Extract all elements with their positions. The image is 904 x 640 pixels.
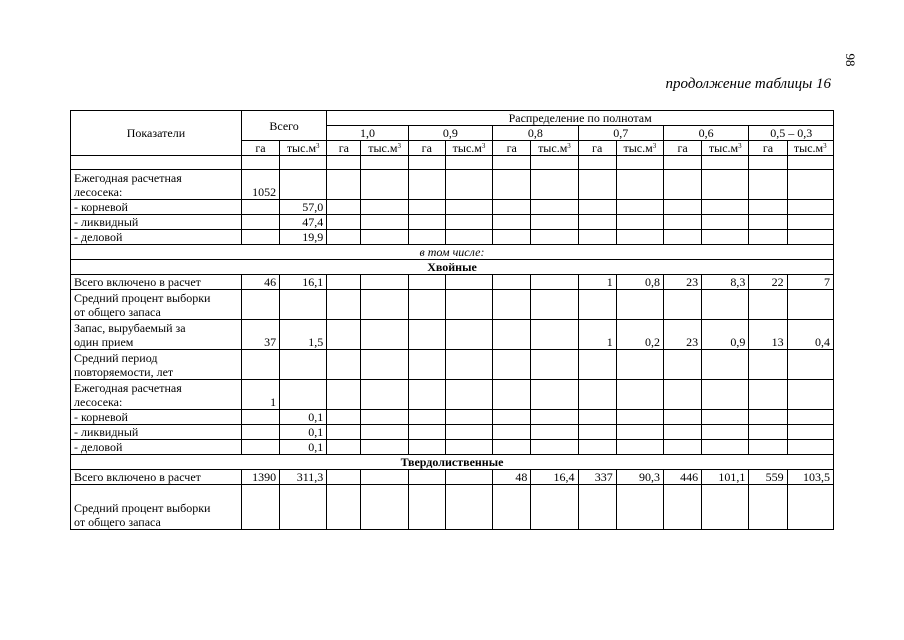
table-cell xyxy=(493,275,531,290)
table-cell xyxy=(408,380,445,410)
table-cell xyxy=(493,485,531,530)
table-cell xyxy=(327,470,361,485)
table-cell xyxy=(493,320,531,350)
table-cell xyxy=(616,215,663,230)
table-cell xyxy=(749,350,787,380)
header-total: Всего xyxy=(241,111,326,141)
table-cell xyxy=(702,485,749,530)
table-cell xyxy=(663,156,701,170)
table-cell xyxy=(787,156,833,170)
table-cell xyxy=(445,156,492,170)
table-cell xyxy=(578,410,616,425)
table-cell xyxy=(616,440,663,455)
header-unit-ha: га xyxy=(749,141,787,156)
table-cell xyxy=(361,410,408,425)
row-label: - корневой xyxy=(71,200,242,215)
subheading-row xyxy=(71,455,834,470)
table-cell xyxy=(787,215,833,230)
row-label: Средний процент выборки от общего запаса xyxy=(71,485,242,530)
table-cell xyxy=(702,200,749,215)
table-cell xyxy=(327,275,361,290)
table-cell xyxy=(578,215,616,230)
table-cell xyxy=(663,170,701,200)
table-cell xyxy=(361,215,408,230)
table-body xyxy=(71,156,834,530)
table-cell xyxy=(531,170,578,200)
table-cell: 0,1 xyxy=(280,410,327,425)
table-cell xyxy=(531,230,578,245)
table-cell xyxy=(702,156,749,170)
unit-volume-text: тыс.м xyxy=(793,141,824,155)
header-unit-volume xyxy=(280,141,327,156)
table-cell xyxy=(241,200,279,215)
table-cell xyxy=(616,380,663,410)
row-label: Средний процент выборки от общего запаса xyxy=(71,290,242,320)
row-label: Всего включено в расчет xyxy=(71,470,242,485)
table-cell xyxy=(578,230,616,245)
table-cell xyxy=(327,440,361,455)
table-cell xyxy=(578,425,616,440)
table-cell xyxy=(408,410,445,425)
header-unit-ha: га xyxy=(408,141,445,156)
unit-volume-text: тыс.м xyxy=(452,141,482,155)
table-cell xyxy=(361,200,408,215)
table-cell xyxy=(702,425,749,440)
table-cell xyxy=(445,200,492,215)
table-row xyxy=(71,230,834,245)
table-cell xyxy=(445,380,492,410)
subheading-row xyxy=(71,260,834,275)
row-label: Ежегодная расчетная лесосека: xyxy=(71,170,242,200)
subheading: в том числе: xyxy=(71,245,834,260)
table-cell: 46 xyxy=(241,275,279,290)
row-label: - корневой xyxy=(71,410,242,425)
table-cell xyxy=(787,380,833,410)
table-cell xyxy=(749,440,787,455)
table-row xyxy=(71,350,834,380)
table-cell xyxy=(361,425,408,440)
table-cell xyxy=(616,485,663,530)
table-cell xyxy=(616,410,663,425)
table-cell: 16,1 xyxy=(280,275,327,290)
table-cell xyxy=(280,170,327,200)
forest-table xyxy=(70,110,834,530)
table-cell xyxy=(531,410,578,425)
table-cell xyxy=(616,200,663,215)
table-cell xyxy=(327,215,361,230)
table-cell xyxy=(280,290,327,320)
table-cell: 16,4 xyxy=(531,470,578,485)
table-cell xyxy=(531,200,578,215)
table-cell xyxy=(787,290,833,320)
subheading: Хвойные xyxy=(71,260,834,275)
table-row xyxy=(71,425,834,440)
table-cell xyxy=(361,350,408,380)
table-cell: 311,3 xyxy=(280,470,327,485)
page-number: 98 xyxy=(843,53,858,67)
table-cell xyxy=(493,215,531,230)
table-cell: 101,1 xyxy=(702,470,749,485)
table-cell xyxy=(493,156,531,170)
table-cell xyxy=(702,215,749,230)
table-cell: 13 xyxy=(749,320,787,350)
table-cell xyxy=(493,290,531,320)
header-density-group: 0,9 xyxy=(408,126,492,141)
table-cell xyxy=(280,350,327,380)
table-cell: 446 xyxy=(663,470,701,485)
subheading: Твердолиственные xyxy=(71,455,834,470)
table-cell xyxy=(578,170,616,200)
table-row xyxy=(71,485,834,530)
unit-volume-superscript: 3 xyxy=(481,142,486,150)
row-label: - ликвидный xyxy=(71,215,242,230)
table-row xyxy=(71,320,834,350)
table-cell: 23 xyxy=(663,320,701,350)
table-row xyxy=(71,170,834,200)
table-cell xyxy=(408,275,445,290)
table-cell xyxy=(663,410,701,425)
table-row xyxy=(71,200,834,215)
table-cell xyxy=(749,290,787,320)
table-cell xyxy=(71,156,242,170)
table-cell xyxy=(408,320,445,350)
table-cell xyxy=(702,170,749,200)
header-unit-volume xyxy=(787,141,833,156)
table-cell xyxy=(280,156,327,170)
table-row xyxy=(71,215,834,230)
table-cell xyxy=(241,230,279,245)
table-cell xyxy=(445,350,492,380)
table-cell xyxy=(531,275,578,290)
table-cell xyxy=(361,290,408,320)
table-cell xyxy=(663,230,701,245)
table-cell xyxy=(280,380,327,410)
table-cell xyxy=(327,200,361,215)
table-cell xyxy=(749,230,787,245)
table-cell xyxy=(663,215,701,230)
table-cell xyxy=(578,290,616,320)
header-unit-volume xyxy=(702,141,749,156)
table-cell xyxy=(616,230,663,245)
table-row xyxy=(71,380,834,410)
table-cell xyxy=(408,230,445,245)
table-cell xyxy=(787,425,833,440)
table-cell xyxy=(327,320,361,350)
table-cell xyxy=(361,275,408,290)
unit-volume-text: тыс.м xyxy=(368,141,398,155)
unit-volume-superscript: 3 xyxy=(652,142,657,150)
table-cell xyxy=(241,215,279,230)
table-cell: 90,3 xyxy=(616,470,663,485)
table-cell xyxy=(445,215,492,230)
table-cell xyxy=(531,290,578,320)
table-row xyxy=(71,470,834,485)
table-cell xyxy=(241,425,279,440)
table-cell xyxy=(408,290,445,320)
table-cell xyxy=(408,485,445,530)
table-cell: 57,0 xyxy=(280,200,327,215)
subheading-row xyxy=(71,245,834,260)
table-cell xyxy=(531,156,578,170)
table-cell xyxy=(702,350,749,380)
table-cell xyxy=(361,380,408,410)
unit-volume-text: тыс.м xyxy=(708,141,739,155)
table-cell xyxy=(787,485,833,530)
table-cell: 1 xyxy=(578,320,616,350)
table-cell xyxy=(749,200,787,215)
row-label: - деловой xyxy=(71,230,242,245)
table-cell xyxy=(787,410,833,425)
table-cell xyxy=(616,156,663,170)
table-cell xyxy=(445,275,492,290)
table-cell xyxy=(578,485,616,530)
table-cell xyxy=(241,485,279,530)
table-cell xyxy=(241,410,279,425)
table-cell: 1052 xyxy=(241,170,279,200)
table-cell xyxy=(408,170,445,200)
table-cell: 0,8 xyxy=(616,275,663,290)
table-cell xyxy=(445,440,492,455)
table-cell xyxy=(241,440,279,455)
table-cell xyxy=(578,350,616,380)
table-cell xyxy=(531,350,578,380)
table-cell xyxy=(408,470,445,485)
row-label: Ежегодная расчетная лесосека: xyxy=(71,380,242,410)
table-cell: 23 xyxy=(663,275,701,290)
table-cell xyxy=(616,290,663,320)
table-cell xyxy=(616,170,663,200)
table-cell xyxy=(663,440,701,455)
table-cell xyxy=(578,380,616,410)
table-cell xyxy=(445,410,492,425)
blank-row xyxy=(71,156,834,170)
table-cell xyxy=(787,230,833,245)
table-cell xyxy=(241,290,279,320)
table-cell xyxy=(493,170,531,200)
table-cell xyxy=(787,440,833,455)
table-cell xyxy=(663,200,701,215)
header-unit-ha: га xyxy=(327,141,361,156)
unit-volume-superscript: 3 xyxy=(397,142,401,150)
table-cell xyxy=(361,470,408,485)
table-cell xyxy=(408,200,445,215)
table-cell xyxy=(578,156,616,170)
table-cell xyxy=(493,440,531,455)
table-cell xyxy=(280,485,327,530)
table-cell: 47,4 xyxy=(280,215,327,230)
table-cell: 103,5 xyxy=(787,470,833,485)
table-cell: 19,9 xyxy=(280,230,327,245)
row-label: Средний период повторяемости, лет xyxy=(71,350,242,380)
row-label: - ликвидный xyxy=(71,425,242,440)
unit-volume-superscript: 3 xyxy=(316,142,320,150)
table-cell xyxy=(749,215,787,230)
table-cell xyxy=(578,440,616,455)
table-cell xyxy=(702,410,749,425)
table-cell xyxy=(327,290,361,320)
header-distribution: Распределение по полнотам xyxy=(327,111,834,126)
table-cell: 37 xyxy=(241,320,279,350)
table-cell xyxy=(361,156,408,170)
table-cell xyxy=(493,410,531,425)
table-header xyxy=(71,111,834,156)
table-cell xyxy=(702,230,749,245)
table-row xyxy=(71,290,834,320)
table-cell xyxy=(749,425,787,440)
row-label: Всего включено в расчет xyxy=(71,275,242,290)
table-cell xyxy=(445,470,492,485)
table-cell xyxy=(531,215,578,230)
table-cell xyxy=(531,425,578,440)
table-row xyxy=(71,410,834,425)
table-cell: 0,9 xyxy=(702,320,749,350)
table-cell xyxy=(702,440,749,455)
table-cell xyxy=(531,485,578,530)
table-cell xyxy=(493,200,531,215)
table-cell xyxy=(327,156,361,170)
table-cell xyxy=(327,230,361,245)
header-unit-ha: га xyxy=(493,141,531,156)
header-unit-ha: га xyxy=(578,141,616,156)
table-cell xyxy=(327,170,361,200)
table-cell: 1,5 xyxy=(280,320,327,350)
table-cell: 337 xyxy=(578,470,616,485)
table-cell xyxy=(445,320,492,350)
table-cell: 7 xyxy=(787,275,833,290)
table-cell xyxy=(616,350,663,380)
table-cell: 22 xyxy=(749,275,787,290)
table-cell xyxy=(445,485,492,530)
table-cell xyxy=(663,380,701,410)
table-cell: 0,4 xyxy=(787,320,833,350)
unit-volume-superscript: 3 xyxy=(738,142,742,150)
table-cell xyxy=(445,290,492,320)
table-cell xyxy=(531,440,578,455)
unit-volume-superscript: 3 xyxy=(823,142,827,150)
table-cell xyxy=(663,485,701,530)
table-cell xyxy=(445,425,492,440)
header-density-group: 0,5 – 0,3 xyxy=(749,126,834,141)
table-cell: 1390 xyxy=(241,470,279,485)
unit-volume-text: тыс.м xyxy=(623,141,653,155)
table-cell xyxy=(578,200,616,215)
table-cell xyxy=(408,440,445,455)
unit-volume-superscript: 3 xyxy=(567,142,571,150)
header-density-group: 1,0 xyxy=(327,126,408,141)
table-cell xyxy=(749,170,787,200)
table-cell xyxy=(408,425,445,440)
table-cell xyxy=(241,350,279,380)
table-cell: 0,2 xyxy=(616,320,663,350)
table-cell xyxy=(749,410,787,425)
continuation-title: продолжение таблицы 16 xyxy=(665,76,831,92)
unit-volume-text: тыс.м xyxy=(286,141,317,155)
header-unit-ha: га xyxy=(241,141,279,156)
header-unit-volume xyxy=(445,141,492,156)
table-cell xyxy=(327,410,361,425)
header-density-group: 0,7 xyxy=(578,126,663,141)
table-cell xyxy=(749,485,787,530)
table-cell: 8,3 xyxy=(702,275,749,290)
table-cell xyxy=(408,350,445,380)
table-cell: 0,1 xyxy=(280,440,327,455)
table-cell xyxy=(702,290,749,320)
row-label: Запас, вырубаемый за один прием xyxy=(71,320,242,350)
table-row xyxy=(71,275,834,290)
header-unit-volume xyxy=(616,141,663,156)
table-cell: 1 xyxy=(241,380,279,410)
table-cell xyxy=(445,170,492,200)
table-cell xyxy=(327,350,361,380)
table-cell xyxy=(787,170,833,200)
header-unit-ha: га xyxy=(663,141,701,156)
header-density-group: 0,6 xyxy=(663,126,748,141)
table-cell xyxy=(327,485,361,530)
table-cell xyxy=(361,440,408,455)
row-label: - деловой xyxy=(71,440,242,455)
table-cell xyxy=(493,230,531,245)
table-cell xyxy=(361,230,408,245)
table-cell xyxy=(408,215,445,230)
table-cell: 559 xyxy=(749,470,787,485)
table-cell xyxy=(493,350,531,380)
table-row xyxy=(71,440,834,455)
table-cell xyxy=(531,320,578,350)
table-cell xyxy=(493,380,531,410)
header-unit-volume xyxy=(531,141,578,156)
table-cell xyxy=(531,380,578,410)
table-cell xyxy=(493,425,531,440)
table-cell xyxy=(361,320,408,350)
table-cell xyxy=(749,156,787,170)
table-cell xyxy=(408,156,445,170)
table-cell xyxy=(702,380,749,410)
table-cell xyxy=(787,350,833,380)
table-cell xyxy=(663,425,701,440)
table-cell xyxy=(327,380,361,410)
table-cell: 1 xyxy=(578,275,616,290)
table-cell xyxy=(241,156,279,170)
header-density-group: 0,8 xyxy=(493,126,578,141)
table-cell xyxy=(361,485,408,530)
table-cell xyxy=(445,230,492,245)
table-cell xyxy=(361,170,408,200)
table-cell xyxy=(616,425,663,440)
unit-volume-text: тыс.м xyxy=(538,141,568,155)
table-cell: 48 xyxy=(493,470,531,485)
header-indicators: Показатели xyxy=(71,111,242,156)
table-cell xyxy=(327,425,361,440)
header-unit-volume xyxy=(361,141,408,156)
table-cell xyxy=(787,200,833,215)
table-cell xyxy=(663,290,701,320)
table-cell: 0,1 xyxy=(280,425,327,440)
table-cell xyxy=(749,380,787,410)
table-cell xyxy=(663,350,701,380)
